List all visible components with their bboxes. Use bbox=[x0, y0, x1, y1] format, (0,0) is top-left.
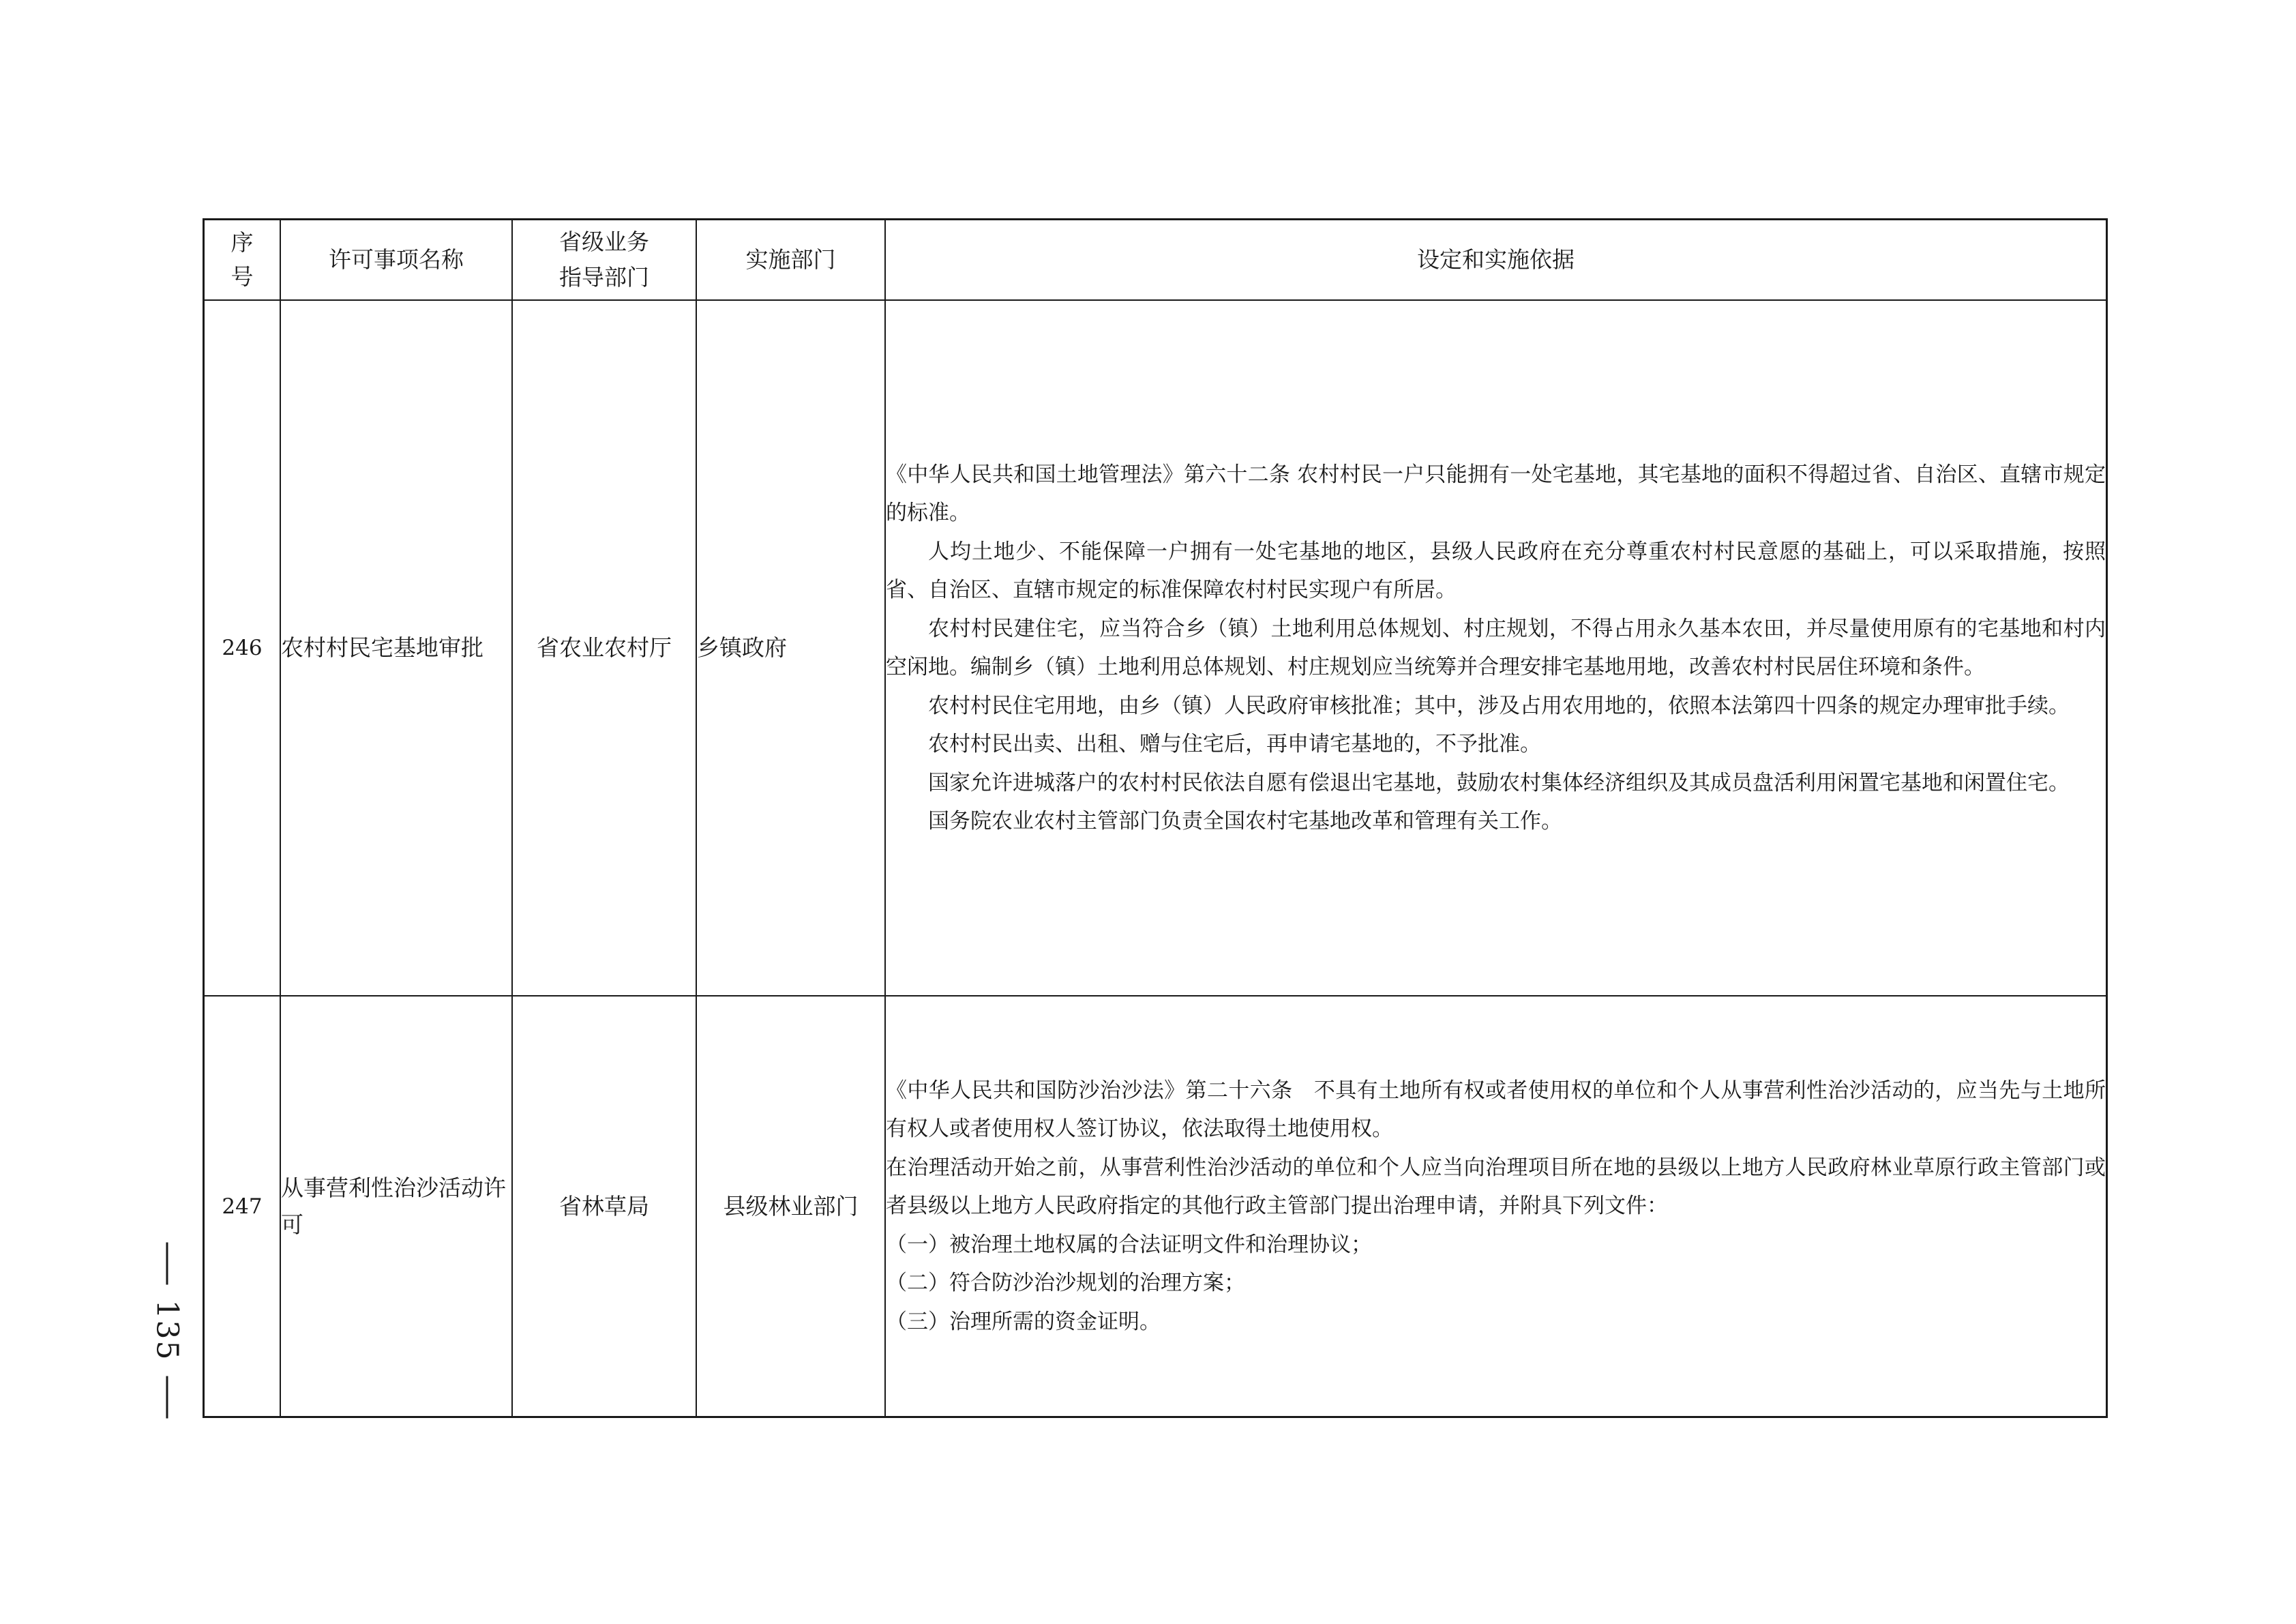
row-dept: 省农业农村厅 bbox=[512, 300, 696, 996]
header-implementer: 实施部门 bbox=[696, 220, 885, 300]
basis-paragraph: 农村村民建住宅，应当符合乡（镇）土地利用总体规划、村庄规划，不得占用永久基本农田，并尽量使用原有的宅基地和村内空闲地。编制乡（镇）土地利用总体规划、村庄规划应当统筹并合理安排宅基地用地，改善农村村民居住环境和条件。 bbox=[886, 616, 2106, 679]
page-number bbox=[136, 1241, 198, 1419]
header-dept-line2: 指导部门 bbox=[559, 264, 649, 291]
header-basis: 设定和实施依据 bbox=[885, 220, 2106, 300]
basis-paragraph: （一）被治理土地权属的合法证明文件和治理协议； bbox=[886, 1232, 1372, 1257]
header-row bbox=[205, 220, 2106, 300]
page-number-dash bbox=[166, 1242, 168, 1284]
permit-table bbox=[205, 220, 2106, 1416]
row-seq: 247 bbox=[205, 996, 280, 1416]
header-dept-line1: 省级业务 bbox=[559, 228, 649, 255]
basis-paragraph: 国家允许进城落户的农村村民依法自愿有偿退出宅基地，鼓励农村集体经济组织及其成员盘活利用闲置宅基地和闲置住宅。 bbox=[928, 770, 2070, 795]
basis-paragraph: （二）符合防沙治沙规划的治理方案； bbox=[886, 1271, 1245, 1296]
basis-paragraph: 农村村民住宅用地，由乡（镇）人民政府审核批准；其中，涉及占用农用地的，依照本法第四十四条的规定办理审批手续。 bbox=[928, 693, 2070, 718]
page-number-dash bbox=[166, 1376, 168, 1418]
row-basis bbox=[885, 996, 2106, 1416]
table-row bbox=[205, 300, 2106, 996]
basis-paragraph: 人均土地少、不能保障一户拥有一处宅基地的地区，县级人民政府在充分尊重农村村民意愿的基础上，可以采取措施，按照省、自治区、直辖市规定的标准保障农村村民实现户有所居。 bbox=[886, 539, 2106, 602]
table-row bbox=[205, 996, 2106, 1416]
row-basis bbox=[885, 300, 2106, 996]
row-dept: 省林草局 bbox=[512, 996, 696, 1416]
permit-table-frame bbox=[203, 218, 2108, 1418]
row-name: 从事营利性治沙活动许可 bbox=[280, 996, 512, 1416]
basis-paragraph: 《中华人民共和国土地管理法》第六十二条 农村村民一户只能拥有一处宅基地，其宅基地的面积不得超过省、自治区、直辖市规定的标准。 bbox=[886, 462, 2106, 525]
basis-paragraph: （三）治理所需的资金证明。 bbox=[886, 1309, 1161, 1334]
basis-paragraph: 在治理活动开始之前，从事营利性治沙活动的单位和个人应当向治理项目所在地的县级以上地方人民政府林业草原行政主管部门或者县级以上地方人民政府指定的其他行政主管部门提出治理申请，并附具下列文件： bbox=[886, 1155, 2106, 1219]
header-name: 许可事项名称 bbox=[280, 220, 512, 300]
basis-paragraph: 国务院农业农村主管部门负责全国农村宅基地改革和管理有关工作。 bbox=[928, 809, 1562, 833]
header-dept bbox=[512, 220, 696, 300]
row-name: 农村村民宅基地审批 bbox=[280, 300, 512, 996]
row-implementer: 县级林业部门 bbox=[696, 996, 885, 1416]
page-number-text: 135 bbox=[149, 1299, 185, 1361]
row-seq: 246 bbox=[205, 300, 280, 996]
basis-paragraph: 农村村民出卖、出租、赠与住宅后，再申请宅基地的，不予批准。 bbox=[928, 732, 1541, 756]
row-implementer: 乡镇政府 bbox=[696, 300, 885, 996]
basis-paragraph: 《中华人民共和国防沙治沙法》第二十六条 不具有土地所有权或者使用权的单位和个人从事营利性治沙活动的，应当先与土地所有权人或者使用权人签订协议，依法取得土地使用权。 bbox=[886, 1078, 2106, 1142]
header-seq: 序号 bbox=[205, 220, 280, 300]
